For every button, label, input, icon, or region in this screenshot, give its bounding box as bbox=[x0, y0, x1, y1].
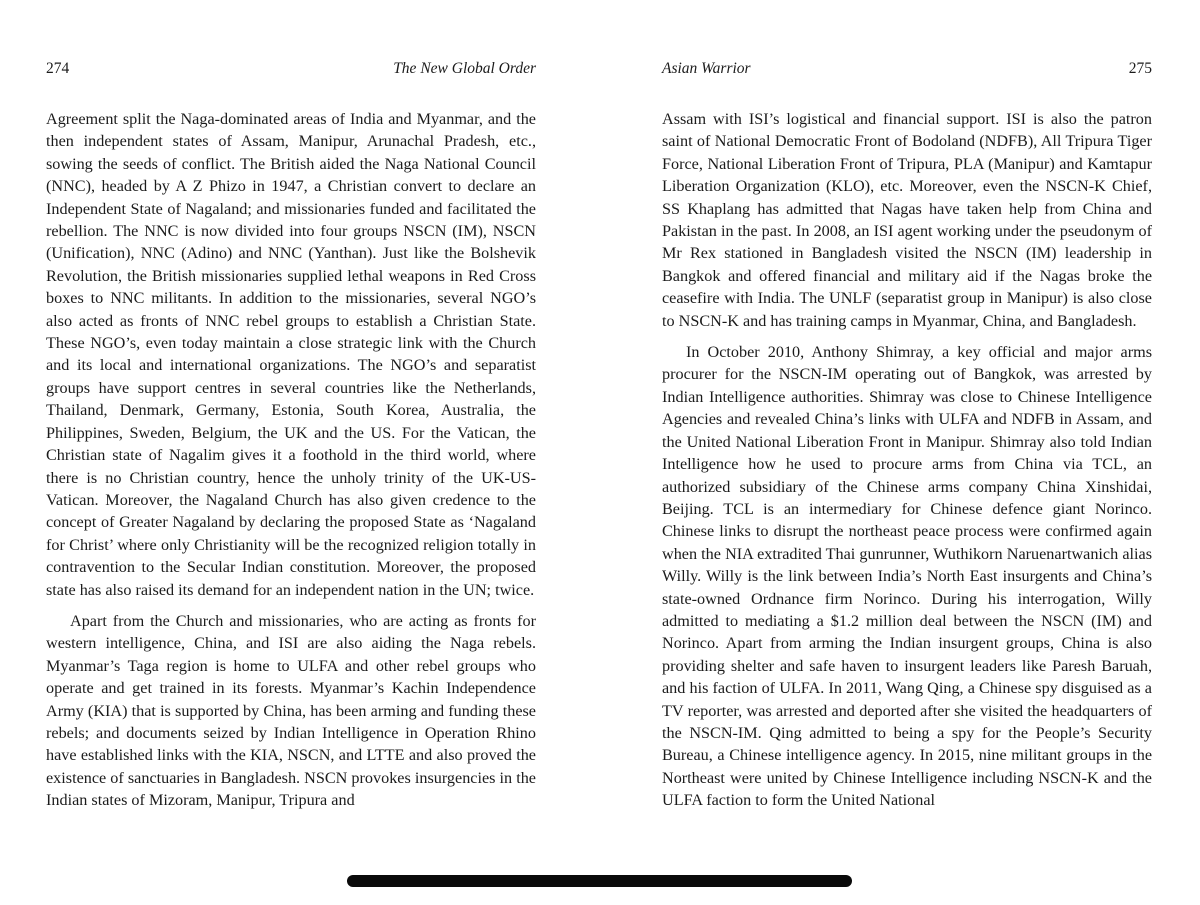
left-paragraph-2: Apart from the Church and missionaries, who are acting as fronts for western intelligence, China, and ISI are also aiding the Naga rebels. Myanmar’s Taga region is home to ULFA and other rebel groups who operate and get trained in its forests. Myanmar’s Kachin Independence Army (KIA) that is supported by China, has been arming and funding these rebels; and documents seized by Indian Intelligence in Operation Rhino have established links with the KIA, NSCN, and LTTE and also proved the existence of sanctuaries in Bangladesh. NSCN provokes insurgencies in the Indian states of Mizoram, Manipur, Tripura and bbox=[46, 611, 536, 810]
right-running-title: Asian Warrior bbox=[662, 60, 751, 77]
right-paragraph-1: Assam with ISI’s logistical and financial support. ISI is also the patron saint of National Democratic Front of Bodoland (NDFB), All Tripura Tiger Force, National Liberation Front of Tripura, PLA (Manipur) and Kamtapur Liberation Organization (KLO), etc. Moreover, even the NSCN-K Chief, SS Khaplang has admitted that Nagas have taken help from China and Pakistan in the past. In 2008, an ISI agent working under the pseudonym of Mr Rex stationed in Bangladesh visited the NSCN (IM) leadership in Bangkok and offered financial and military aid if the Nagas broke the ceasefire with India. The UNLF (separatist group in Manipur) is also close to NSCN-K and has training camps in Myanmar, China, and Bangladesh. bbox=[662, 110, 1152, 330]
left-page-number: 274 bbox=[46, 60, 70, 77]
right-paragraph-2: In October 2010, Anthony Shimray, a key official and major arms procurer for the NSCN-IM operating out of Bangkok, was arrested by Indian Intelligence authorities. Shimray was close to Chinese Intelligence Agencies and revealed China’s links with ULFA and NDFB in Assam, and the United National Liberation Front in Manipur. Shimray also told Indian Intelligence how he used to procure arms from China via TCL, an authorized subsidiary of the Chinese arms company China Xinshidai, Beijing. TCL is an intermediary for Chinese defence giant Norinco. Chinese links to disrupt the northeast peace process were confirmed again when the NIA extradited Thai gunrunner, Wuthikorn Naruenartwanich alias Willy. Willy is the link between India’s North East insurgents and China’s state-owned Ordnance firm Norinco. During his interrogation, Willy admitted to mediating a $1.2 million deal between the NSCN (IM) and Norinco. Apart from arming the Indian insurgent groups, China is also providing shelter and safe haven to insurgent leaders like Paresh Baruah, and his faction of ULFA. In 2011, Wang Qing, a Chinese spy disguised as a TV reporter, was arrested and deported after she visited the headquarters of the NSCN-IM. Qing admitted to being a spy for the People’s Security Bureau, a Chinese intelligence agency. In 2015, nine militant groups in the Northeast were united by Chinese Intelligence including NSCN-K and the ULFA faction to form the United National bbox=[662, 343, 1152, 810]
right-running-head bbox=[662, 60, 1152, 82]
left-paragraph-1: Agreement split the Naga-dominated areas of India and Myanmar, and the then independent states of Assam, Manipur, Arunachal Pradesh, etc., sowing the seeds of conflict. The British aided the Naga National Council (NNC), headed by A Z Phizo in 1947, a Christian convert to declare an Independent State of Nagaland; and missionaries funded and facilitated the rebellion. The NNC is now divided into four groups NSCN (IM), NSCN (Unification), NNC (Adino) and NNC (Yanthan). Just like the Bolshevik Revolution, the British missionaries supplied lethal weapons in Red Cross boxes to NNC militants. In addition to the missionaries, several NGO’s also acted as fronts of NNC rebel groups to establish a Christian State. These NGO’s, even today maintain a close strategic link with the Church and its local and international organizations. The NGO’s and separatist groups have support centres in several countries like the Netherlands, Thailand, Denmark, Germany, Estonia, South Korea, Australia, the Philippines, Sweden, Belgium, the UK and the US. For the Vatican, the Christian state of Nagalim gives it a foothold in the third world, where there is no Christian country, hence the unholy trinity of the UK-US-Vatican. Moreover, the Nagaland Church has also given credence to the concept of Greater Nagaland by declaring the proposed State as ‘Nagaland for Christ’ where only Christianity will be the recognized religion totally in contravention to the Secular Indian constitution. Moreover, the proposed state has also raised its demand for an independent nation in the UN; twice. bbox=[46, 110, 536, 599]
home-indicator-bar[interactable] bbox=[347, 875, 852, 887]
left-running-head bbox=[46, 60, 536, 82]
left-running-title: The New Global Order bbox=[393, 60, 536, 77]
left-page bbox=[46, 0, 536, 905]
right-body-text[interactable] bbox=[662, 108, 1152, 812]
right-page-number: 275 bbox=[1128, 60, 1152, 77]
left-body-text[interactable] bbox=[46, 108, 536, 812]
right-page bbox=[662, 0, 1152, 905]
